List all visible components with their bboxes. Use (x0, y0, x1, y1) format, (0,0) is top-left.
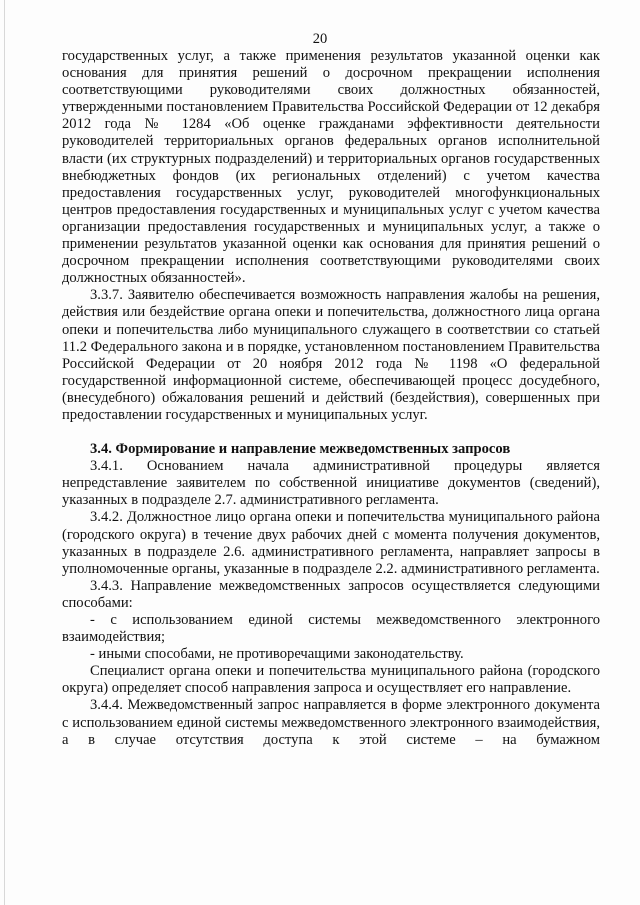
paragraph-3-3-7: 3.3.7. Заявителю обеспечивается возможность направления жалобы на решения, действия или бездействие органа опеки и попечительства, должностного лица органа опеки и попечительства либо муниципального служащего в соответствии со статьей 11.2 Федерального закона и в порядке, установленном постановлением Правительства Российской Федерации от 20 ноября 2012 года № 1198 «О федеральной государственной информационной системе, обеспечивающей процесс досудебного, (внесудебного) обжалования решений и действий (бездействия), совершенных при предоставлении государственных и муниципальных услуг. (62, 287, 601, 423)
paragraph-3-4-3: 3.4.3. Направление межведомственных запросов осуществляется следующими способами: (62, 577, 600, 611)
paragraph-3-4-2: 3.4.2. Должностное лицо органа опеки и попечительства муниципального района (городского округа) в течение двух рабочих дней с момента получения документов, указанных в подразделе 2.6. административного регламента, направляет запросы в уполномоченные органы, указанные в подразделе 2.2. административного регламента. (62, 509, 600, 577)
paragraph-continuation: государственных услуг, а также применения результатов указанной оценки как основания для принятия решений о досрочном прекращении исполнения соответствующими руководителями своих должностных обязанностей, утвержденными постановлением Правительства Российской Федерации от 12 декабря 2012 года № 1284 «Об оценке гражданами эффективности деятельности руководителей территориальных органов федеральных органов исполнительной власти (их структурных подразделений) и территориальных органов государственных внебюджетных фондов (их региональных отделений) с учетом качества предоставления государственных услуг, руководителей многофункциональных центров предоставления государственных и муниципальных услуг с учетом качества организации предоставления государственных и муниципальных услуг, а также о применении результатов указанной оценки как основания для принятия решений о досрочном прекращении исполнения соответствующими руководителями своих должностных обязанностей». (62, 48, 600, 287)
scan-edge-line (4, 0, 5, 905)
paragraph-3-4-4: 3.4.4. Межведомственный запрос направляется в форме электронного документа с использованием единой системы межведомственного электронного взаимодействия, а в случае отсутствия доступа к этой системе – на бумажном (62, 697, 600, 748)
document-body (62, 48, 600, 749)
section-heading-3-4: 3.4. Формирование и направление межведомственных запросов (90, 441, 511, 458)
list-item-other-methods: - иными способами, не противоречащими законодательству. (90, 646, 464, 663)
paragraph-specialist: Специалист органа опеки и попечительства муниципального района (городского округа) определяет способ направления запроса и осуществляет его направление. (62, 663, 600, 697)
paragraph-3-4-1: 3.4.1. Основанием начала административной процедуры является непредставление заявителем по собственной инициативе документов (сведений), указанных в подразделе 2.7. административного регламента. (62, 458, 600, 509)
page-number: 20 (312, 31, 328, 47)
list-item-electronic-system: - с использованием единой системы межведомственного электронного взаимодействия; (62, 612, 600, 646)
